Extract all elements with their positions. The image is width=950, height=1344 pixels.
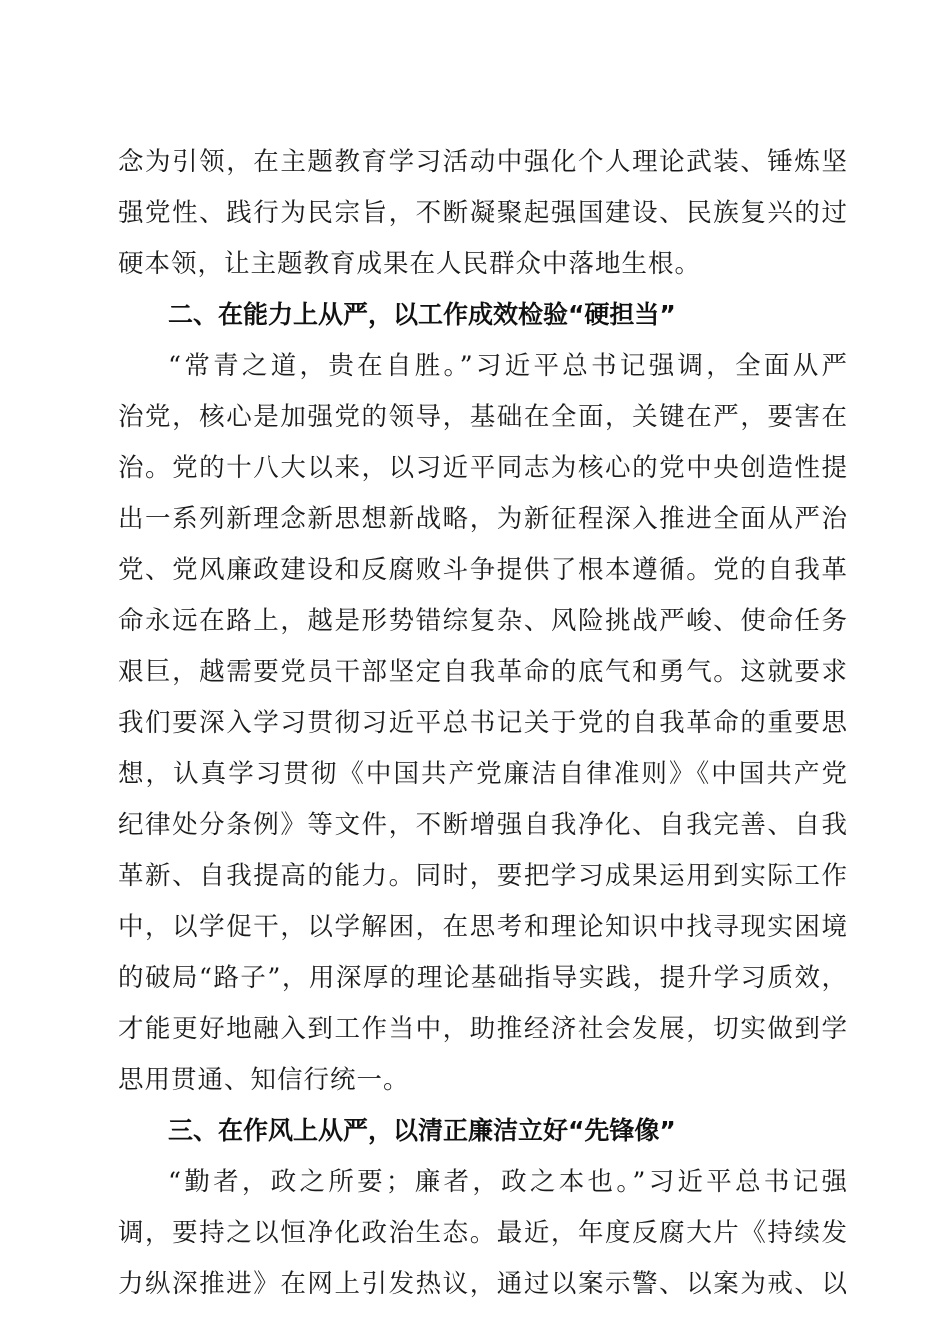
section-heading-2: 二、在能力上从严，以工作成效检验“硬担当” (168, 300, 676, 329)
paragraph-line: 艰巨，越需要党员干部坚定自我革命的底气和勇气。这就要求 (118, 657, 848, 687)
paragraph-line: 命永远在路上，越是形势错综复杂、风险挑战严峻、使命任务 (118, 606, 848, 636)
paragraph-line: “勤者，政之所要；廉者，政之本也。”习近平总书记强 (168, 1167, 848, 1197)
paragraph-line: 思用贯通、知信行统一。 (118, 1065, 410, 1095)
paragraph-line: 中，以学促干，以学解困，在思考和理论知识中找寻现实困境 (118, 912, 848, 942)
paragraph-line: 党、党风廉政建设和反腐败斗争提供了根本遵循。党的自我革 (118, 555, 848, 585)
section-heading-3: 三、在作风上从严，以清正廉洁立好“先锋像” (168, 1116, 676, 1145)
paragraph-line: 调，要持之以恒净化政治生态。最近，年度反腐大片《持续发 (118, 1218, 848, 1248)
paragraph-line: 出一系列新理念新思想新战略，为新征程深入推进全面从严治 (118, 504, 848, 534)
paragraph-line: “常青之道，贵在自胜。”习近平总书记强调，全面从严 (168, 351, 848, 381)
paragraph-line: 硬本领，让主题教育成果在人民群众中落地生根。 (118, 249, 702, 279)
paragraph-line: 治。党的十八大以来，以习近平同志为核心的党中央创造性提 (118, 453, 848, 483)
paragraph-line: 想，认真学习贯彻《中国共产党廉洁自律准则》《中国共产党 (118, 759, 848, 789)
paragraph-line: 念为引领，在主题教育学习活动中强化个人理论武装、锤炼坚 (118, 147, 848, 177)
paragraph-line: 我们要深入学习贯彻习近平总书记关于党的自我革命的重要思 (118, 708, 848, 738)
paragraph-line: 治党，核心是加强党的领导，基础在全面，关键在严，要害在 (118, 402, 848, 432)
paragraph-line: 强党性、践行为民宗旨，不断凝聚起强国建设、民族复兴的过 (118, 198, 848, 228)
paragraph-line: 力纵深推进》在网上引发热议，通过以案示警、以案为戒、以 (118, 1269, 848, 1299)
paragraph-line: 革新、自我提高的能力。同时，要把学习成果运用到实际工作 (118, 861, 848, 891)
paragraph-line: 纪律处分条例》等文件，不断增强自我净化、自我完善、自我 (118, 810, 848, 840)
paragraph-line: 才能更好地融入到工作当中，助推经济社会发展，切实做到学 (118, 1014, 848, 1044)
paragraph-line: 的破局“路子”，用深厚的理论基础指导实践，提升学习质效， (118, 963, 848, 993)
